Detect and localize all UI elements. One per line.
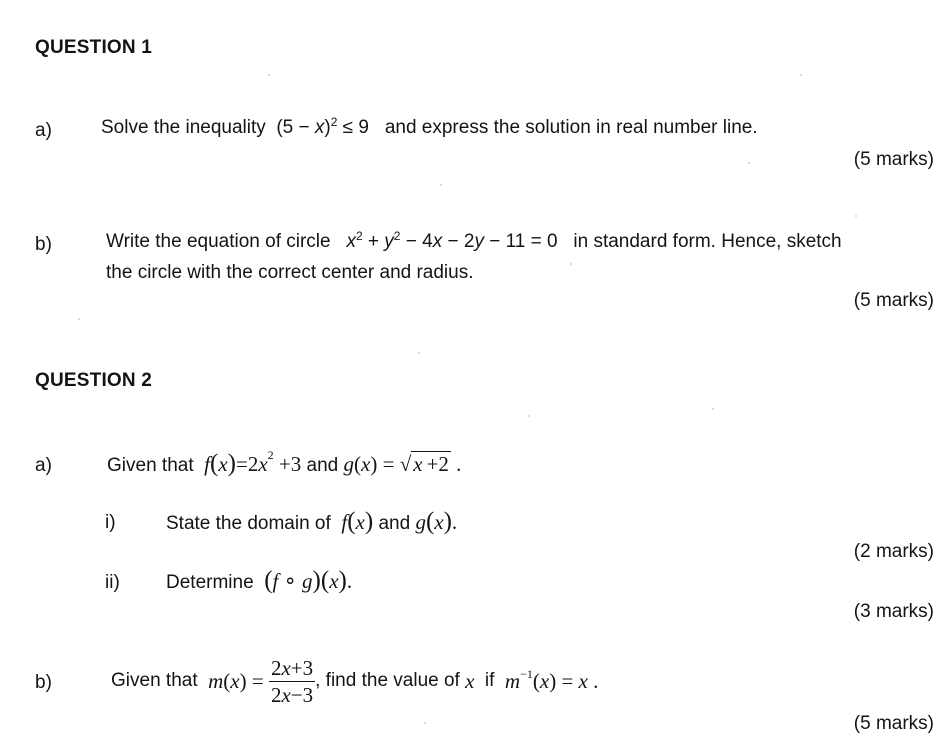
q1a-label: a) [35,120,52,141]
scan-speck [268,74,270,76]
scan-speck [748,162,750,164]
q2aii-label: ii) [105,572,120,593]
q2ai-question [166,508,457,536]
q2b-label: b) [35,672,52,693]
q2a-f-definition: $f(x)=2x^2 +3$ [204,448,302,477]
scan-speck [570,263,572,265]
scan-speck [855,215,857,217]
q2b-fraction-denominator: 2x−3 [270,682,314,707]
scan-speck [712,408,714,410]
q1a-text-after: and express the solution in real number line. [384,117,758,138]
scan-speck [528,415,530,417]
q1b-label: b) [35,234,52,255]
q2aii-marks: (3 marks) [853,601,934,622]
q1a-marks: (5 marks) [853,149,934,170]
q1b-marks: (5 marks) [853,290,934,311]
scan-speck [78,318,80,320]
q2a-g-definition: g(x) = √x +2 . [343,452,462,476]
q2ai-and: and [378,513,411,534]
q2a-question [107,450,461,478]
scan-speck [440,184,442,186]
q2a-text-before: Given that [107,455,194,476]
q1a-inequality: $(5 - x)^2 \le 9$ [271,115,380,138]
q1b-text-after: in standard form. Hence, sketch [573,231,842,252]
q2b-m-definition: m(x) = [208,668,269,693]
q2a-and: and [306,455,339,476]
q1b-circle-equation: $x^2 + y^2 - 4x - 2y - 11 = 0$ [346,229,569,252]
q2ai-gx: g(x). [415,508,458,535]
q2b-fraction-numerator: 2x+3 [270,655,314,680]
question-1-heading: QUESTION 1 [35,37,153,58]
q2b-marks: (5 marks) [853,713,934,734]
q2ai-marks: (2 marks) [853,541,934,562]
q2b-x-variable: x [459,668,485,693]
q1b-text-before: Write the equation of circle [106,231,331,252]
scan-speck [418,352,420,354]
q2ai-fx: f(x) [341,508,374,535]
q2b-fraction [269,656,315,707]
q2ai-label: i) [105,512,116,533]
q2a-label: a) [35,455,52,476]
scan-speck [424,722,426,724]
q1a-question [101,117,758,139]
q2b-question [111,651,598,711]
q1b-question-line2: the circle with the correct center and radius. [106,262,474,283]
q2b-inverse-condition: $m^{-1}(x) = x$ . [504,666,599,693]
q2ai-text: State the domain of [166,513,331,534]
q2b-text-mid: , find the value of [315,670,460,691]
q2aii-text: Determine [166,572,254,593]
q2aii-composition: (f ∘ g)(x). [264,567,353,594]
q2b-if: if [484,670,495,691]
q2b-text-before: Given that [111,670,198,691]
q1a-text-before: Solve the inequality [101,117,266,138]
scan-speck [800,74,802,76]
q1b-question-line1 [106,231,842,253]
q2aii-question [166,567,352,595]
question-2-heading: QUESTION 2 [35,370,153,391]
